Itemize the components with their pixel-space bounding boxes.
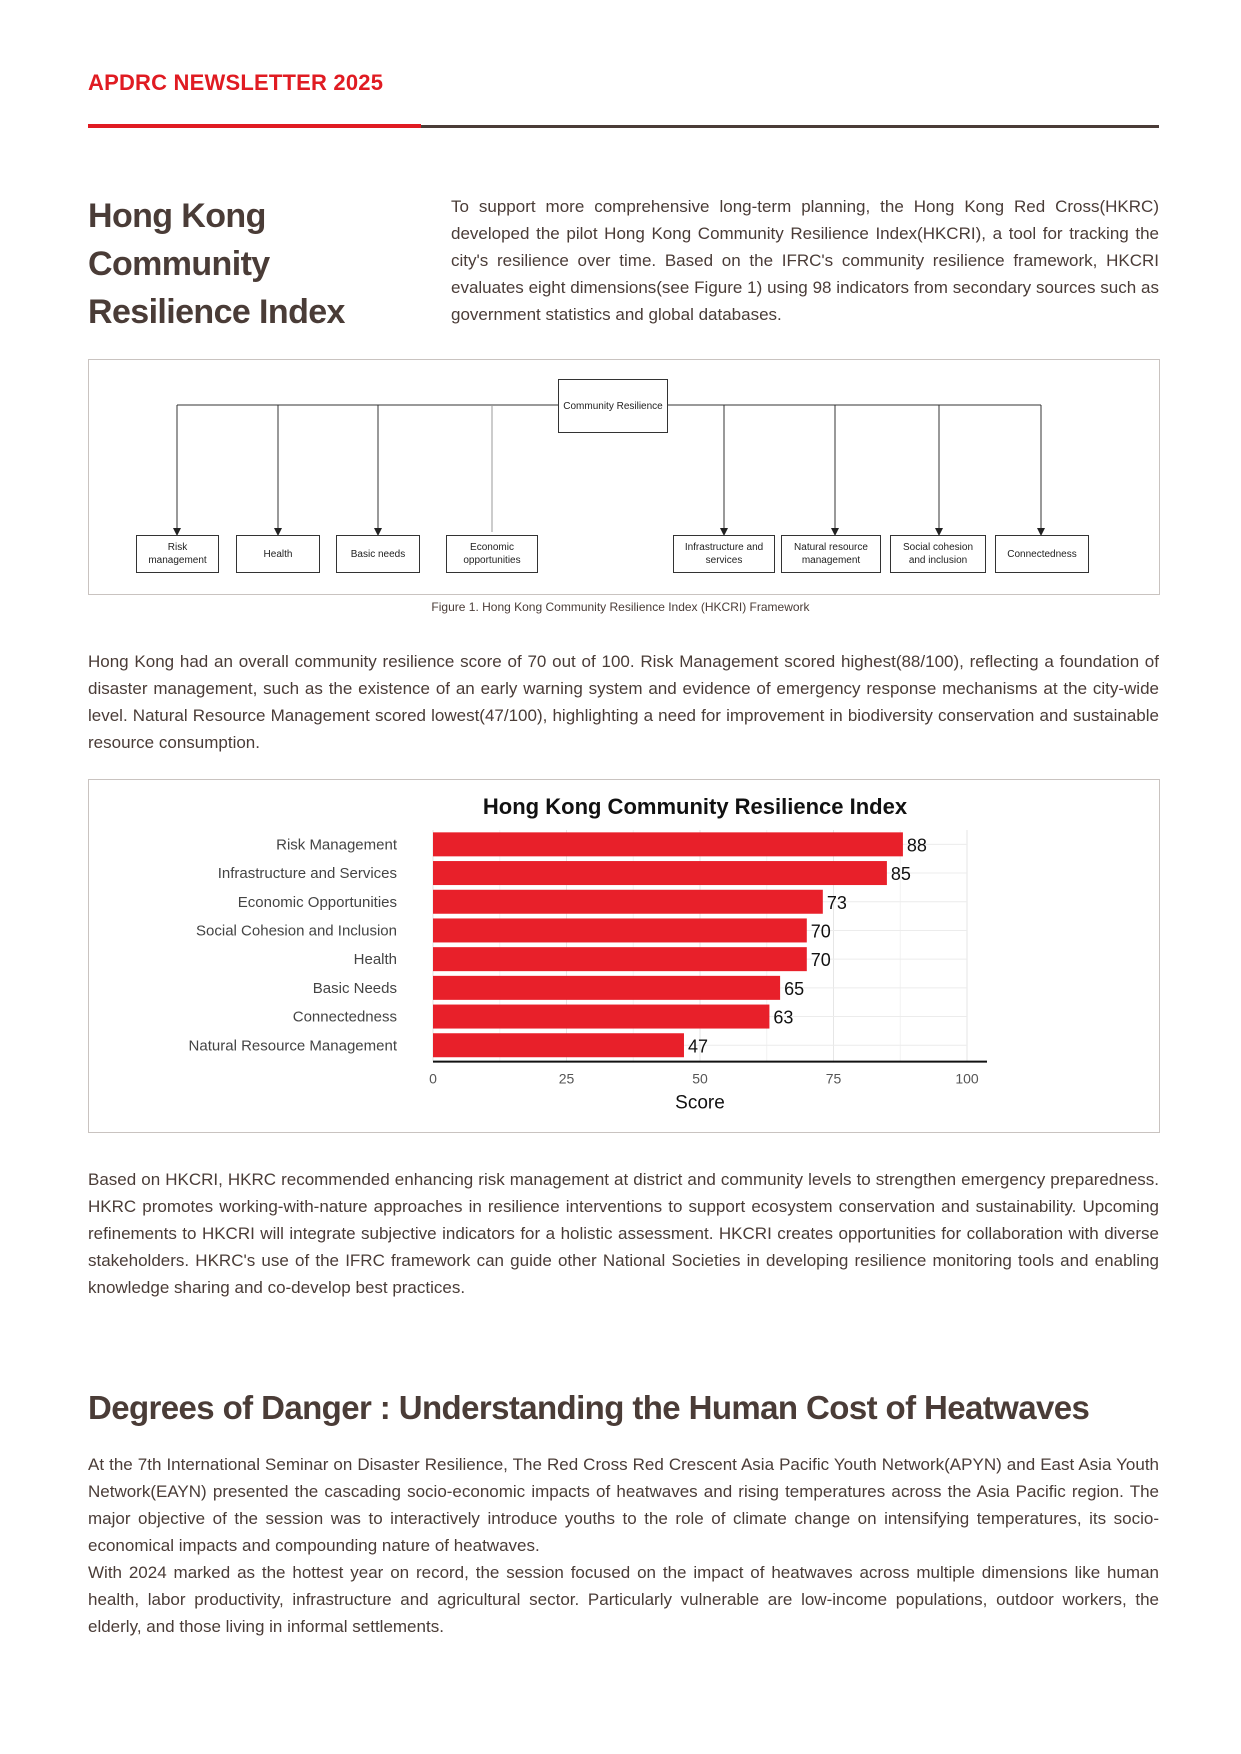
newsletter-title: APDRC NEWSLETTER 2025 <box>88 70 384 95</box>
diagram-node-risk-management: Risk management <box>136 535 219 573</box>
section-title-hkcri <box>88 192 428 336</box>
bar <box>433 832 903 856</box>
intro-paragraph <box>451 193 1159 328</box>
heatwaves-paragraph-2: With 2024 marked as the hottest year on record, the session focused on the impact of heatwaves across multiple dimensions like human health, labor productivity, infrastructure and agricultural sector. Particularly vulnerable are low-income populations, outdoor workers, the elderly, and those living in informal settlements. <box>88 1563 1159 1636</box>
recommendations-text: Based on HKCRI, HKRC recommended enhancing risk management at district and community levels to strengthen emergency preparedness. HKRC promotes working-with-nature approaches in resilience interventions to support ecosystem conservation and sustainability. Upcoming refinements to HKCRI will integrate subjective indicators for a holistic assessment. HKCRI creates opportunities for collaboration with diverse stakeholders. HKRC's use of the IFRC framework can guide other National Societies in developing resilience monitoring tools and enabling knowledge sharing and co-develop best practices. <box>88 1170 1159 1297</box>
section-title-line1: Hong Kong Community <box>88 197 270 283</box>
x-tick-label: 50 <box>692 1070 708 1087</box>
diagram-node-infrastructure: Infrastructure and services <box>673 535 775 573</box>
x-tick-label: 0 <box>429 1070 437 1087</box>
x-tick-label: 25 <box>558 1070 575 1087</box>
recommendations-paragraph <box>88 1166 1159 1301</box>
figure-caption: Figure 1. Hong Kong Community Resilience Index (HKCRI) Framework <box>431 600 810 614</box>
data-label: 70 <box>810 950 831 971</box>
diagram-node-health: Health <box>236 535 320 573</box>
diagram-node-economic-opportunities: Economic opportunities <box>446 535 538 573</box>
category-label: Connectedness <box>292 1008 397 1026</box>
diagram-root-node: Community Resilience <box>558 379 668 433</box>
framework-diagram <box>88 359 1160 595</box>
category-label: Health <box>353 951 397 969</box>
header-rule <box>421 125 1159 128</box>
intro-text: To support more comprehensive long-term planning, the Hong Kong Red Cross(HKRC) developed the pilot Hong Kong Community Resilience Index(HKCRI), a tool for tracking the city's resilience over time. Based on the IFRC's community resilience framework, HKCRI evaluates eight dimensions(see Figure 1) using 98 indicators from secondary sources such as government statistics and global databases. <box>451 197 1159 324</box>
bar <box>433 947 807 971</box>
x-axis-label: Score <box>675 1092 725 1114</box>
data-label: 63 <box>773 1007 794 1028</box>
category-label: Economic Opportunities <box>237 893 397 911</box>
chart-title: Hong Kong Community Resilience Index <box>482 794 908 819</box>
bar <box>433 918 807 942</box>
x-tick-label: 75 <box>825 1070 842 1087</box>
bar <box>433 1005 769 1029</box>
results-text: Hong Kong had an overall community resilience score of 70 out of 100. Risk Management scored highest(88/100), reflecting a foundation of disaster management, such as the existence of an early warning system and evidence of emergency response mechanisms at the city-wide level. Natural Resource Management scored lowest(47/100), highlighting a need for improvement in biodiversity conservation and sustainable resource consumption. <box>88 652 1159 752</box>
x-tick-label: 100 <box>955 1070 979 1087</box>
bar <box>433 1033 684 1057</box>
bar-chart-svg <box>89 780 1159 1132</box>
results-paragraph <box>88 648 1159 756</box>
diagram-node-natural-resource: Natural resource management <box>781 535 881 573</box>
bar <box>433 890 823 914</box>
category-label: Infrastructure and Services <box>217 865 397 883</box>
section-title-heatwaves: Degrees of Danger : Understanding the Human Cost of Heatwaves <box>88 1389 1090 1426</box>
data-label: 70 <box>810 921 831 942</box>
header-rule-accent <box>88 124 421 128</box>
heatwaves-paragraph-1: At the 7th International Seminar on Disaster Resilience, The Red Cross Red Crescent Asia Pacific Youth Network(APYN) and East Asia Youth Network(EAYN) presented the cascading socio-economic impacts of heatwaves and rising temperatures across the Asia Pacific region. The major objective of the session was to interactively introduce youths to the role of climate change on intensifying temperatures, its socio-economical impacts and compounding nature of heatwaves. <box>88 1455 1159 1555</box>
data-label: 85 <box>890 864 911 885</box>
data-label: 73 <box>826 892 847 913</box>
category-label: Social Cohesion and Inclusion <box>196 922 397 940</box>
section-title-line2: Resilience Index <box>88 293 345 331</box>
bar <box>433 861 887 885</box>
diagram-node-basic-needs: Basic needs <box>336 535 420 573</box>
category-label: Risk Management <box>276 836 397 854</box>
resilience-chart <box>88 779 1160 1133</box>
data-label: 88 <box>906 835 927 856</box>
category-label: Basic Needs <box>312 979 397 997</box>
data-label: 47 <box>687 1036 709 1057</box>
category-label: Natural Resource Management <box>188 1037 397 1055</box>
heatwaves-body <box>88 1451 1159 1640</box>
bar <box>433 976 780 1000</box>
diagram-node-social-cohesion: Social cohesion and inclusion <box>890 535 986 573</box>
diagram-node-connectedness: Connectedness <box>995 535 1089 573</box>
data-label: 65 <box>784 978 805 999</box>
